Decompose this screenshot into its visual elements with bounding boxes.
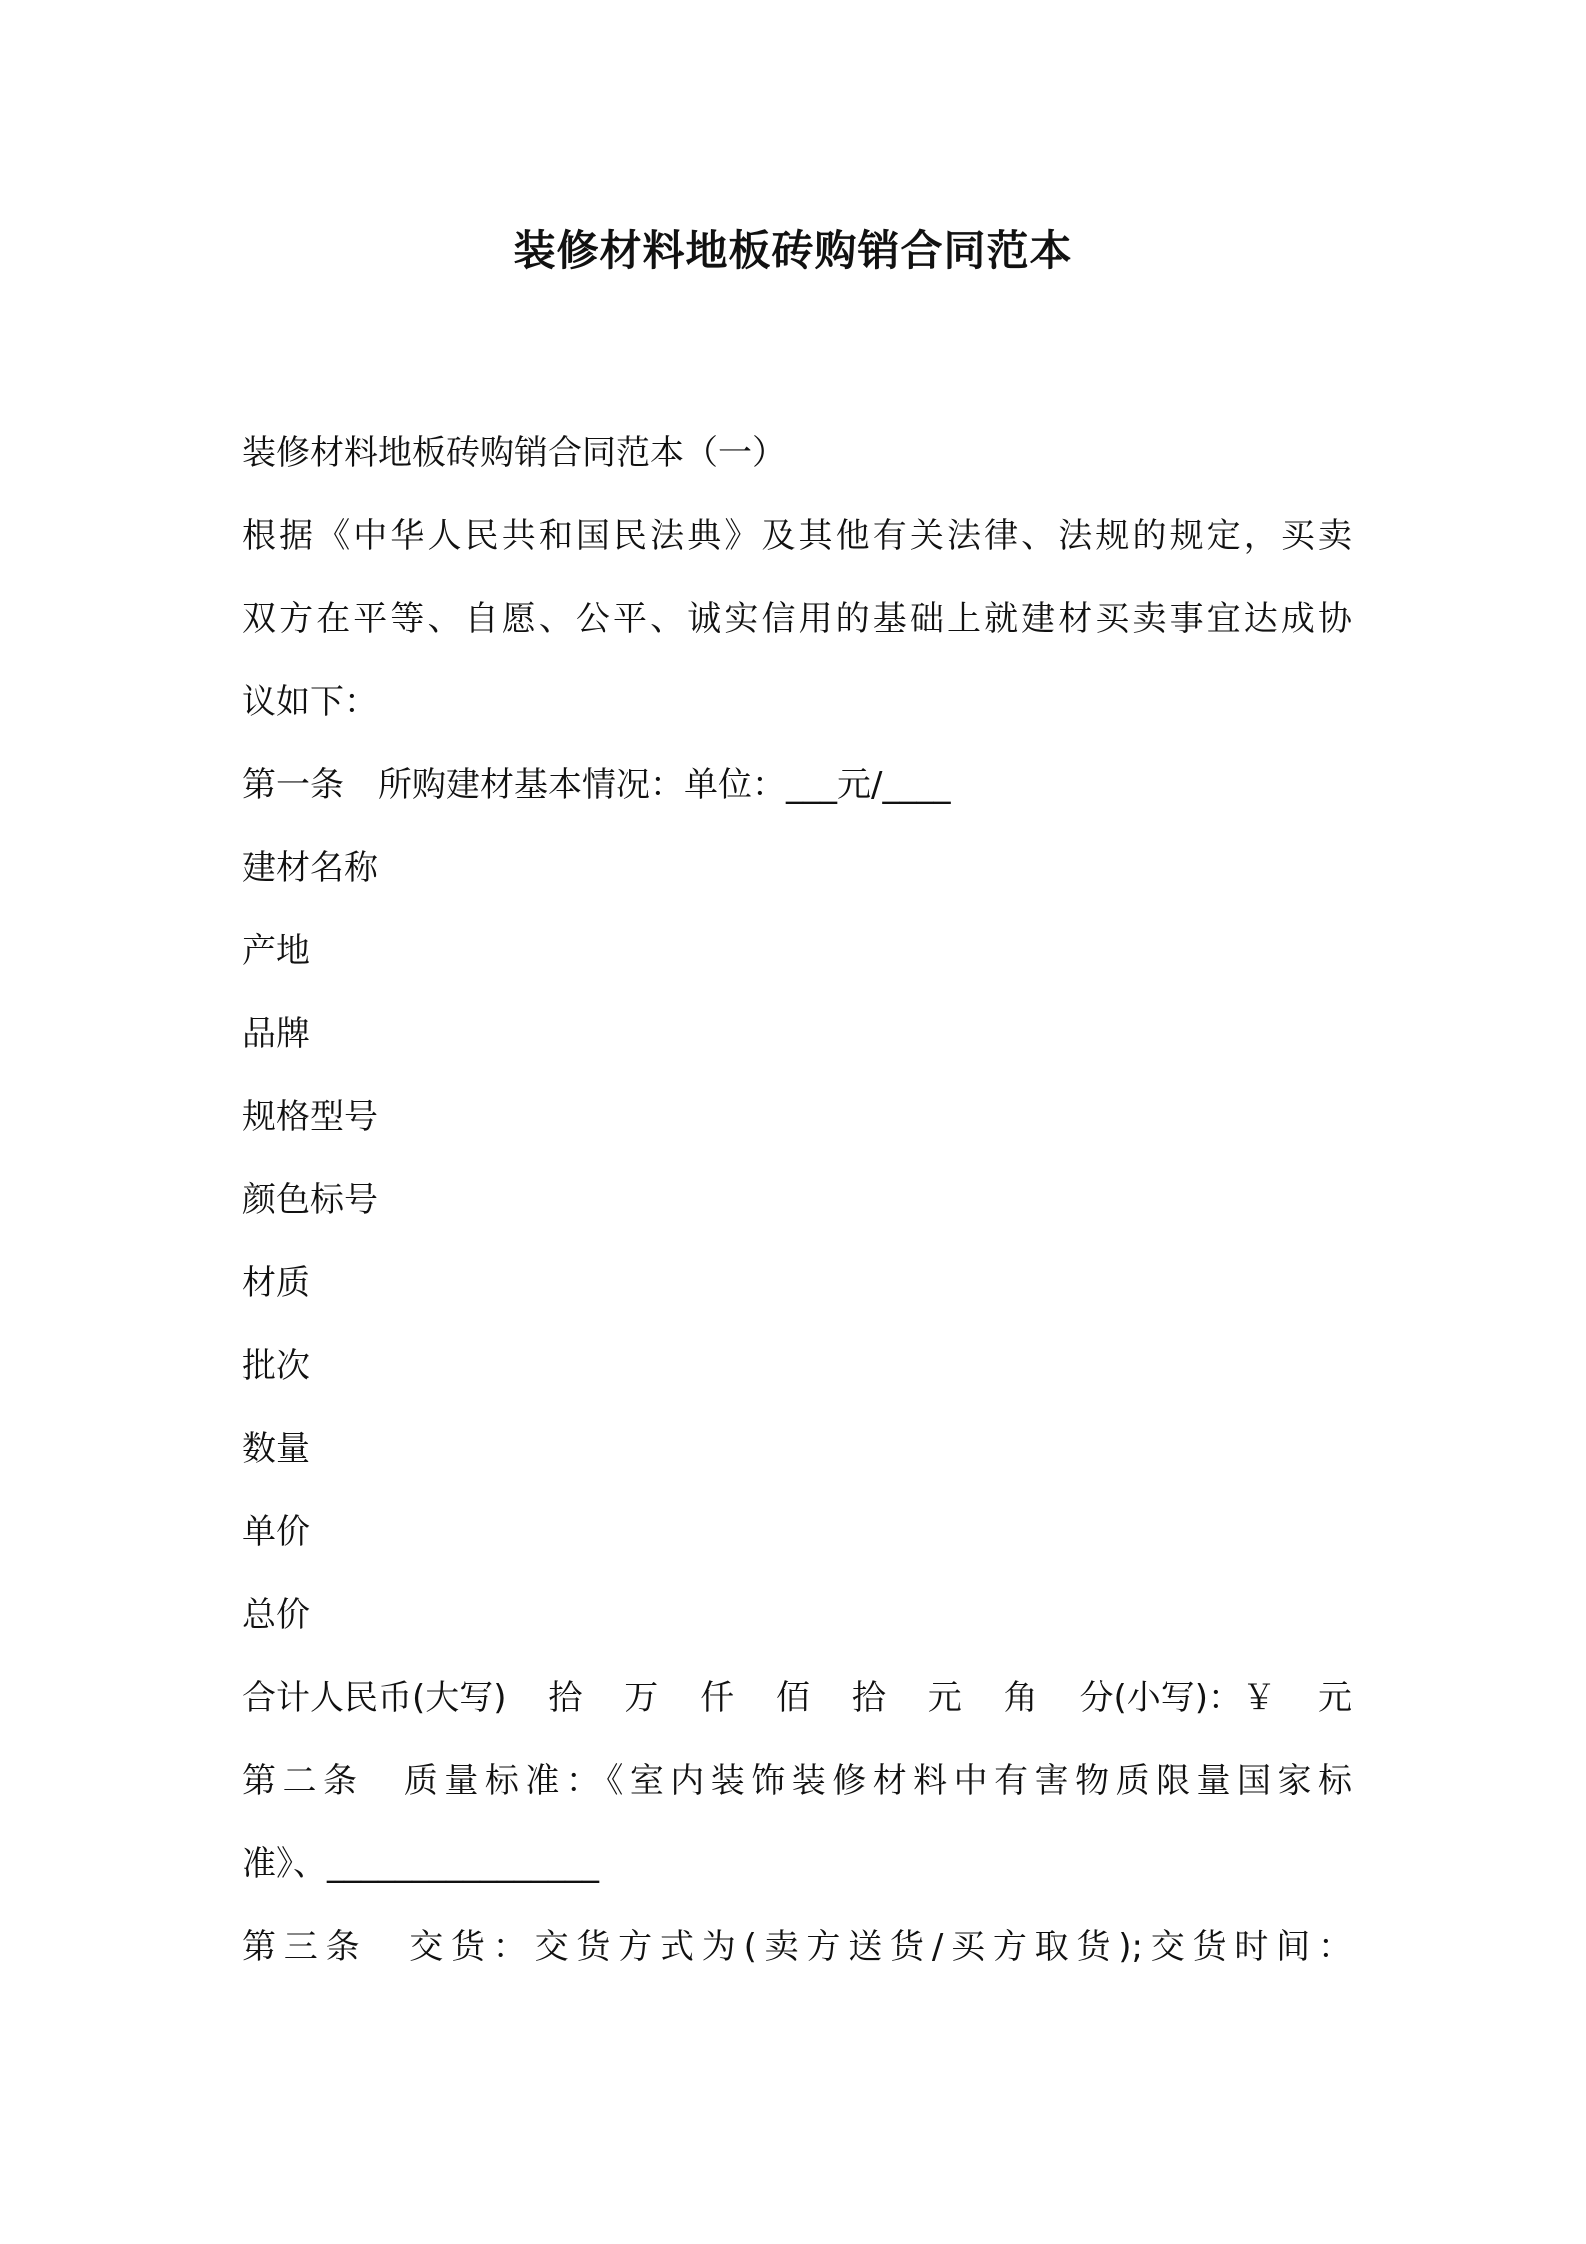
field-unit-price: 单价 [242,1512,310,1552]
field-material-name: 建材名称 [242,848,378,888]
amount-unit: 万 [624,1678,659,1718]
field-quantity: 数量 [242,1429,310,1469]
amount-unit: 拾 [851,1678,886,1718]
amount-unit: 元 [1317,1678,1352,1718]
amount-unit: 佰 [776,1678,811,1718]
amount-unit: 角 [1003,1678,1038,1718]
field-total-price: 总价 [242,1595,310,1635]
field-batch: 批次 [242,1346,310,1386]
field-brand: 品牌 [242,1014,310,1054]
intro-line: 根据《中华人民共和国民法典》及其他有关法律、法规的规定，买卖 [242,516,1352,556]
field-spec-model: 规格型号 [242,1097,378,1137]
amount-unit: 仟 [700,1678,735,1718]
amount-unit: 元 [927,1678,962,1718]
field-origin: 产地 [242,931,310,971]
field-material-quality: 材质 [242,1263,310,1303]
amount-unit: 拾 [548,1678,583,1718]
intro-line: 议如下： [242,682,378,722]
amount-unit: 分(小写)：￥ [1079,1678,1277,1718]
total-amount-row [242,1657,1352,1740]
contract-subtitle: 装修材料地板砖购销合同范本（一） [242,433,786,473]
document-title: 装修材料地板砖购销合同范本 [513,226,1073,275]
intro-line: 双方在平等、自愿、公平、诚实信用的基础上就建材买卖事宜达成协 [242,599,1352,639]
article-3: 第三条 交货：交货方式为(卖方送货/买方取货);交货时间： [242,1927,1352,1967]
amount-label: 合计人民币(大写) [242,1678,507,1718]
article-1: 第一条 所购建材基本情况：单位：___元/____ [242,765,951,805]
document-body [242,412,1352,1989]
field-color-code: 颜色标号 [242,1180,378,1220]
article-2-line: 第二条 质量标准：《室内装饰装修材料中有害物质限量国家标 [242,1761,1352,1801]
article-2-line: 准》、________________ [242,1844,599,1884]
